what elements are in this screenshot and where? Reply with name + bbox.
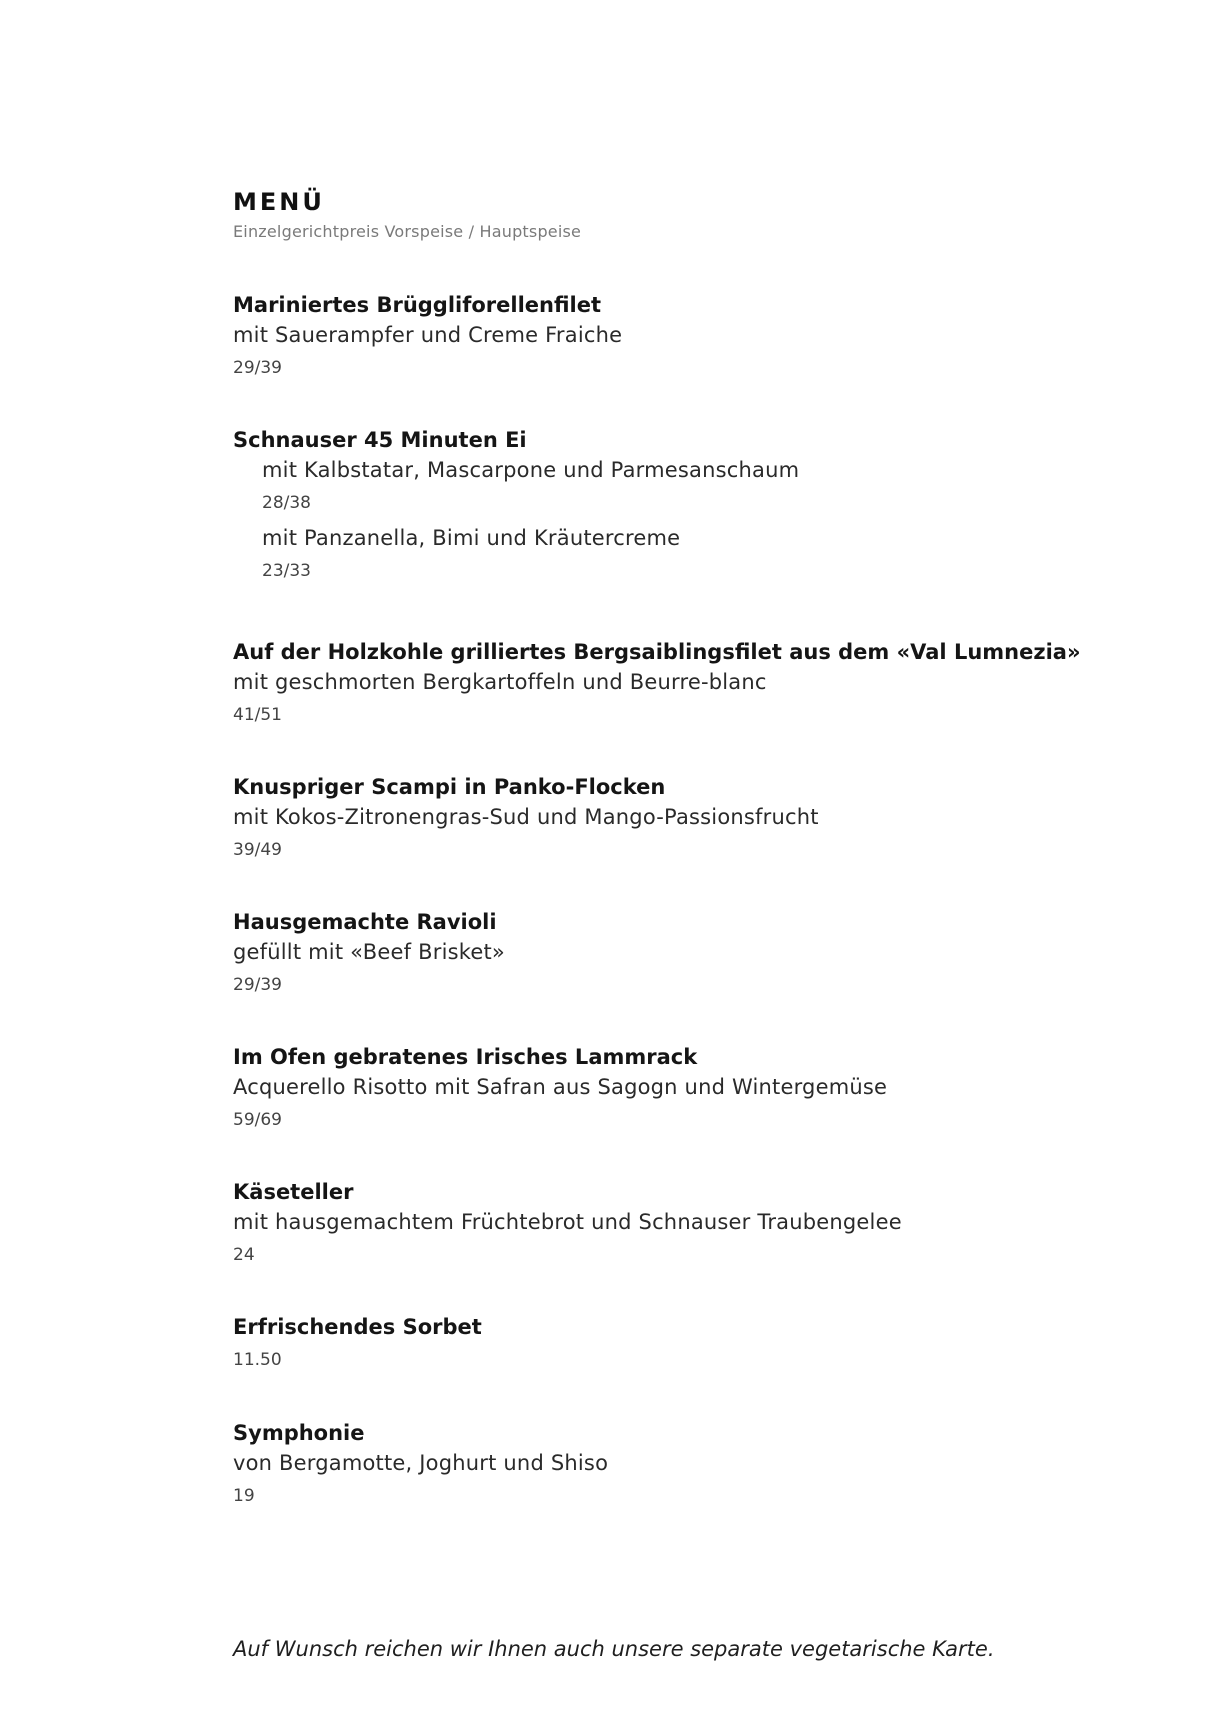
dish-name: Mariniertes Brüggliforellenfilet bbox=[233, 293, 602, 317]
dish-description: Acquerello Risotto mit Safran aus Sagogn und Wintergemüse bbox=[233, 1075, 888, 1099]
dish-price: 41/51 bbox=[233, 705, 282, 725]
menu-page bbox=[233, 186, 1133, 244]
dish-name: Schnauser 45 Minuten Ei bbox=[233, 428, 527, 452]
dish-description: gefüllt mit «Beef Brisket» bbox=[233, 940, 505, 964]
dish-description: mit Kokos-Zitronengras-Sud und Mango-Passionsfrucht bbox=[233, 805, 819, 829]
page-subtitle: Einzelgerichtpreis Vorspeise / Hauptspeise bbox=[233, 222, 582, 241]
dish-item bbox=[233, 425, 1133, 583]
dish-name: Auf der Holzkohle grilliertes Bergsaiblingsfilet aus dem «Val Lumnezia» bbox=[233, 640, 1081, 664]
dish-item bbox=[233, 772, 1133, 862]
dish-name: Käseteller bbox=[233, 1180, 354, 1204]
dish-item bbox=[233, 1042, 1133, 1132]
dish-description: mit Sauerampfer und Creme Fraiche bbox=[233, 323, 623, 347]
dish-price: 39/49 bbox=[233, 840, 282, 860]
dish-description: mit Kalbstatar, Mascarpone und Parmesanschaum bbox=[262, 458, 800, 482]
dish-price: 59/69 bbox=[233, 1110, 282, 1130]
page-title: MENÜ bbox=[233, 188, 325, 216]
vegetarian-menu-note: Auf Wunsch reichen wir Ihnen auch unsere separate vegetarische Karte. bbox=[233, 1637, 995, 1661]
dish-price: 11.50 bbox=[233, 1350, 282, 1370]
dish-name: Erfrischendes Sorbet bbox=[233, 1315, 482, 1339]
dish-price: 24 bbox=[233, 1245, 255, 1265]
dish-description: von Bergamotte, Joghurt und Shiso bbox=[233, 1451, 609, 1475]
dish-item bbox=[233, 1177, 1133, 1267]
dish-price: 29/39 bbox=[233, 975, 282, 995]
dish-item bbox=[233, 1312, 1133, 1372]
dish-description: mit Panzanella, Bimi und Kräutercreme bbox=[262, 526, 681, 550]
dish-variant bbox=[233, 455, 1133, 515]
dish-variant bbox=[233, 523, 1133, 583]
dish-item bbox=[233, 290, 1133, 380]
dish-price: 28/38 bbox=[262, 493, 311, 513]
dish-item bbox=[233, 1418, 1133, 1508]
dish-name: Im Ofen gebratenes Irisches Lammrack bbox=[233, 1045, 698, 1069]
dish-name: Symphonie bbox=[233, 1421, 365, 1445]
dish-name: Hausgemachte Ravioli bbox=[233, 910, 497, 934]
dish-item bbox=[233, 637, 1133, 727]
dish-price: 29/39 bbox=[233, 358, 282, 378]
dish-name: Knuspriger Scampi in Panko-Flocken bbox=[233, 775, 666, 799]
dish-description: mit hausgemachtem Früchtebrot und Schnauser Traubengelee bbox=[233, 1210, 902, 1234]
dish-description: mit geschmorten Bergkartoffeln und Beurre-blanc bbox=[233, 670, 767, 694]
dish-price: 19 bbox=[233, 1486, 255, 1506]
dish-price: 23/33 bbox=[262, 561, 311, 581]
dish-item bbox=[233, 907, 1133, 997]
